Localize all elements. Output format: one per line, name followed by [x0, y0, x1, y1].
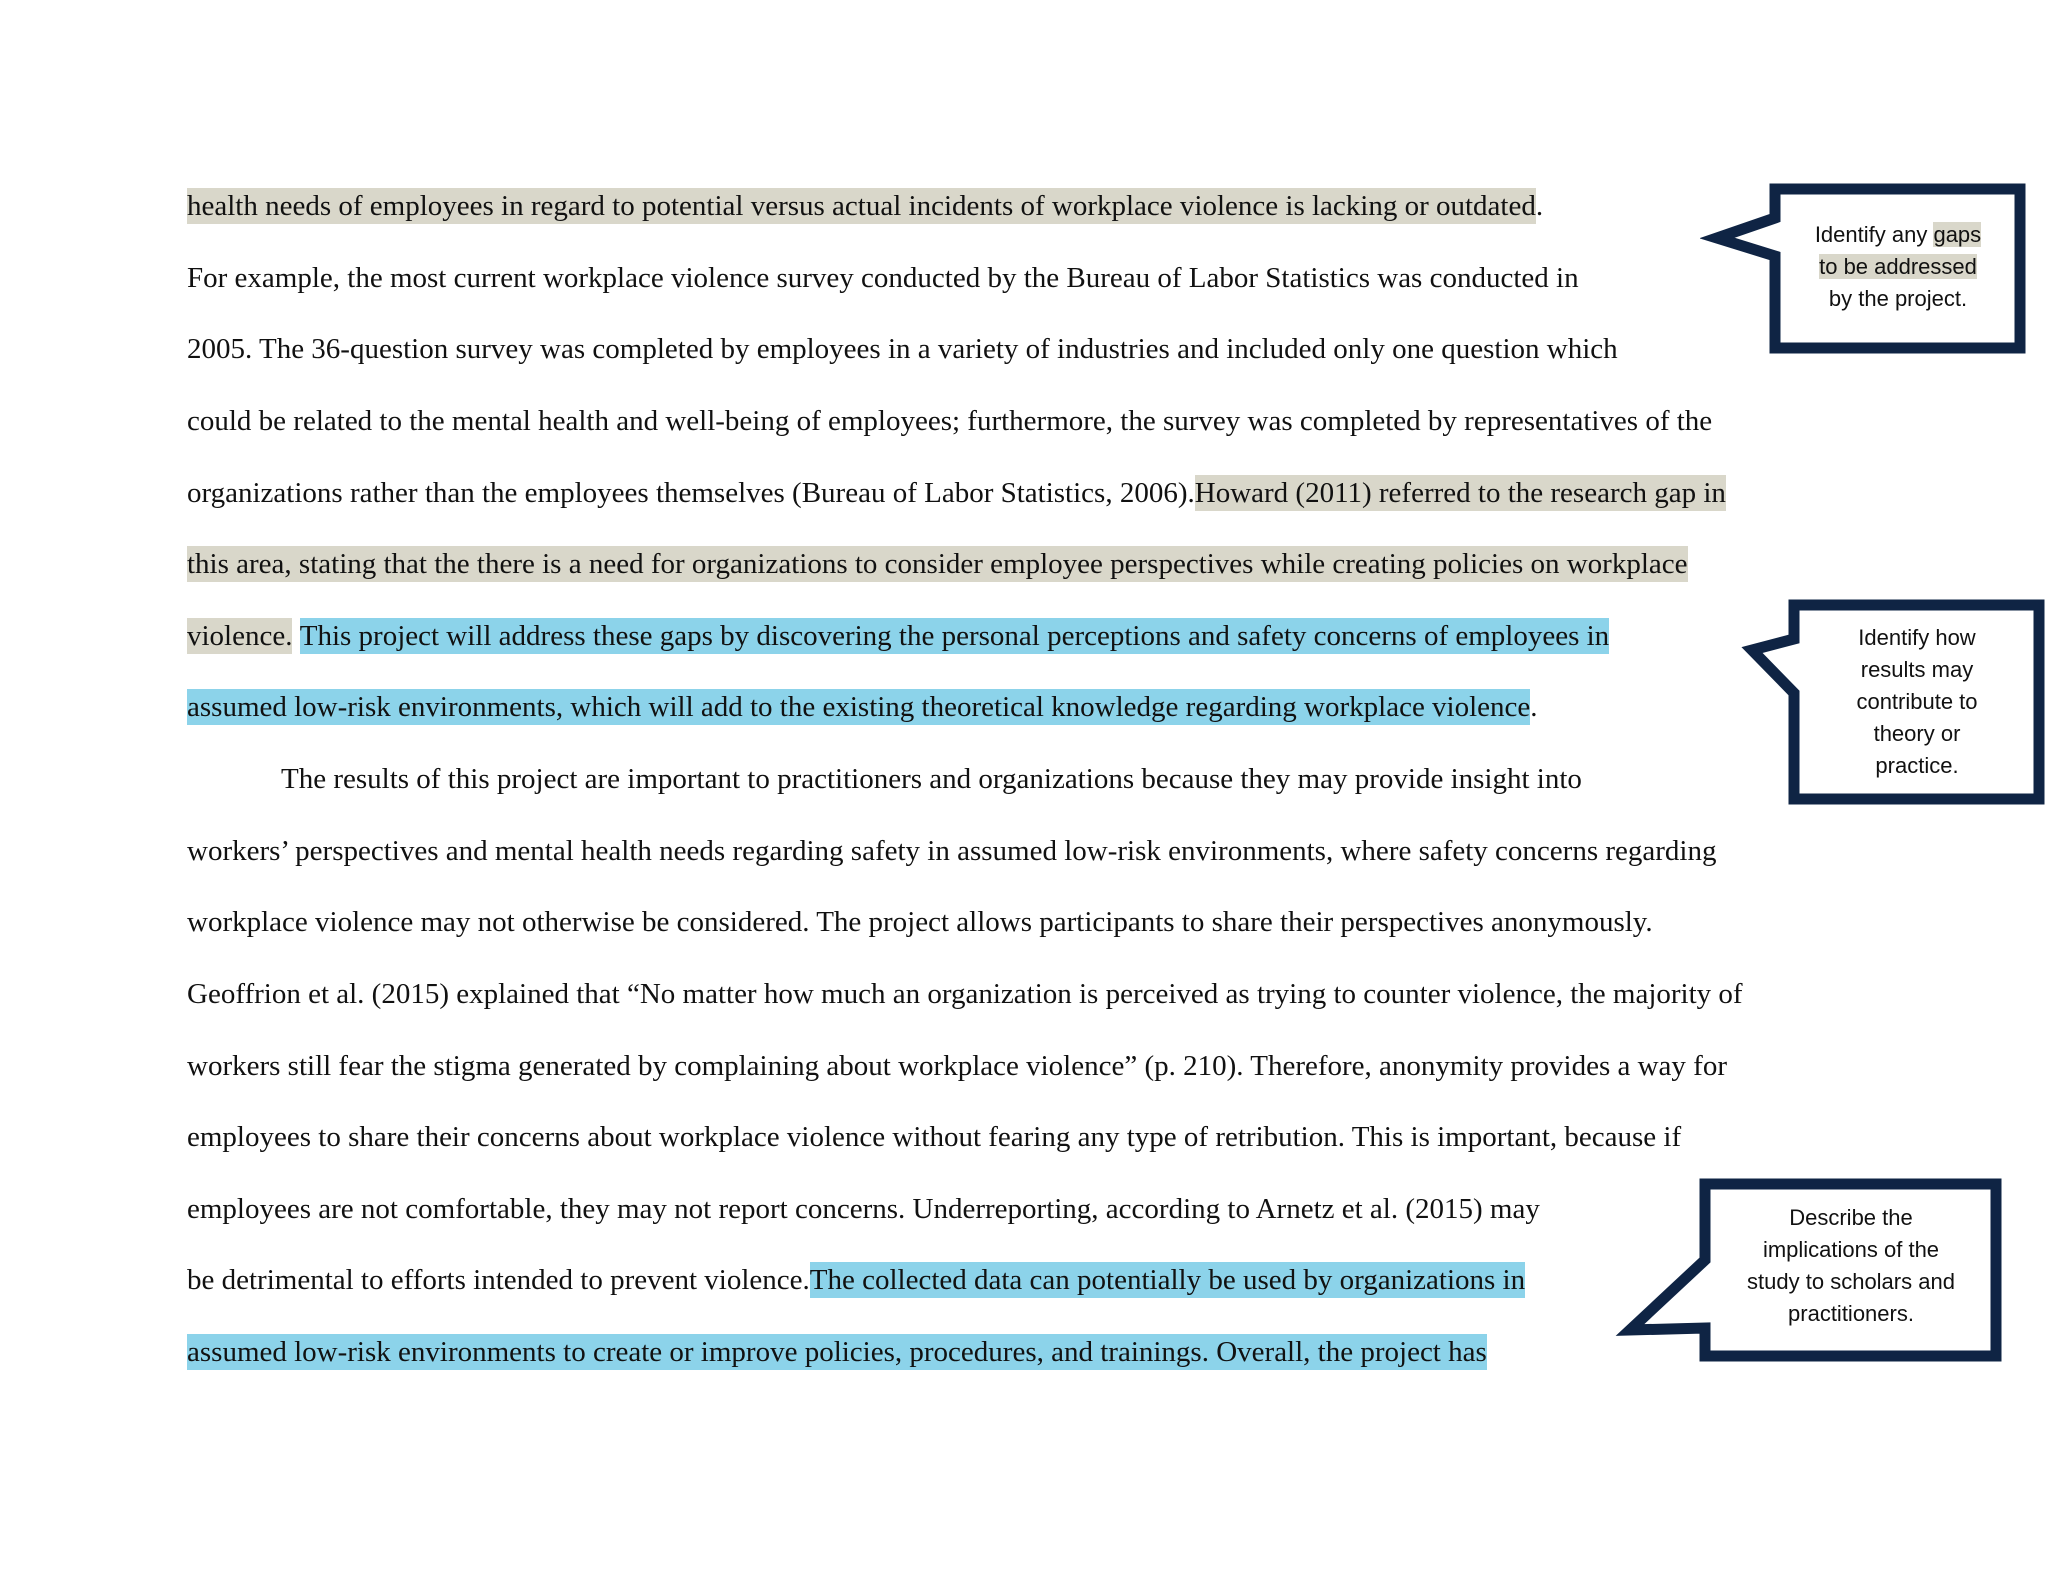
highlight-contribution: The collected data can potentially be used by organizations in [809, 1264, 1526, 1296]
text-run: be detrimental to efforts intended to prevent violence. [187, 1264, 810, 1296]
callout-line [1710, 1298, 1992, 1330]
callout-text [1780, 219, 2016, 315]
callout-gaps [1700, 180, 2030, 355]
text-run: workers still fear the stigma generated by complaining about workplace violence” (p. 210). Therefore, anonymity provides a way for [187, 1050, 1727, 1082]
text-run: The results of this project are important to practitioners and organizations because they may provide insight into [281, 763, 1582, 795]
text-run: practice. [1875, 753, 1959, 778]
text-run: 2005. The 36-question survey was completed by employees in a variety of industries and included only one question which [187, 333, 1618, 365]
body-line [187, 475, 1726, 511]
text-run: Identify any [1814, 222, 1934, 247]
highlight-contribution: assumed low-risk environments to create or improve policies, procedures, and trainings. Overall, the project has [187, 1336, 1487, 1368]
text-run: implications of the [1762, 1237, 1940, 1262]
highlight-gap: Howard (2011) referred to the research gap in [1194, 477, 1726, 509]
callout-line [1799, 718, 2035, 750]
callout-line [1780, 219, 2016, 251]
callout-text [1710, 1202, 1992, 1330]
text-run: practitioners. [1788, 1301, 1914, 1326]
callout-line [1799, 686, 2035, 718]
text-run: workplace violence may not otherwise be considered. The project allows participants to share their perspectives anonymously. [187, 906, 1653, 938]
text-run: . [1535, 190, 1544, 222]
text-run: organizations rather than the employees themselves (Bureau of Labor Statistics, 2006). [187, 477, 1195, 509]
highlight-gap: health needs of employees in regard to potential versus actual incidents of workplace violence is lacking or outdated [187, 190, 1536, 222]
highlight-gap: gaps [1933, 222, 1982, 247]
callout-implications [1600, 1175, 2010, 1365]
highlight-gap: this area, stating that the there is a need for organizations to consider employee perspectives while creating policies on workplace [187, 548, 1688, 580]
body-line [187, 689, 1538, 725]
body-line [187, 618, 1609, 654]
text-run: Identify how [1858, 625, 1976, 650]
text-run: employees are not comfortable, they may not report concerns. Underreporting, according to Arnetz et al. (2015) may [187, 1193, 1540, 1225]
callout-text [1799, 622, 2035, 782]
body-line [187, 546, 1688, 582]
text-run: workers’ perspectives and mental health needs regarding safety in assumed low-risk environments, where safety concerns regarding [187, 835, 1717, 867]
body-line [187, 403, 1712, 439]
callout-line [1799, 622, 2035, 654]
callout-line [1799, 750, 2035, 782]
text-run: theory or [1873, 721, 1961, 746]
body-line [187, 1119, 1681, 1155]
highlight-gap: violence. [187, 620, 293, 652]
body-line [187, 1262, 1525, 1298]
text-run: employees to share their concerns about workplace violence without fearing any type of retribution. This is important, because if [187, 1121, 1682, 1153]
text-run: by the project. [1828, 286, 1968, 311]
body-line [187, 1334, 1487, 1370]
body-line [187, 1191, 1540, 1227]
body-line [187, 1048, 1727, 1084]
body-line [187, 833, 1716, 869]
callout-line [1710, 1234, 1992, 1266]
text-run: could be related to the mental health and well-being of employees; furthermore, the survey was completed by representatives of the [187, 405, 1713, 437]
body-line [187, 331, 1618, 367]
text-run: contribute to [1856, 689, 1978, 714]
body-line [281, 761, 1582, 797]
text-run: study to scholars and [1747, 1269, 1955, 1294]
callout-contribution [1735, 596, 2048, 808]
text-run: For example, the most current workplace violence survey conducted by the Bureau of Labor Statistics was conducted in [187, 262, 1579, 294]
callout-line [1780, 251, 2016, 283]
highlight-gap: to be addressed [1819, 254, 1977, 279]
callout-line [1710, 1266, 1992, 1298]
body-line [187, 260, 1579, 296]
text-run: Describe the [1789, 1205, 1913, 1230]
callout-line [1780, 283, 2016, 315]
callout-line [1799, 654, 2035, 686]
text-run [292, 618, 299, 654]
highlight-contribution: assumed low-risk environments, which will add to the existing theoretical knowledge regarding workplace violence [187, 691, 1531, 723]
body-line [187, 976, 1743, 1012]
text-run: results may [1860, 657, 1974, 682]
callout-line [1710, 1202, 1992, 1234]
body-line [187, 188, 1543, 224]
text-run: . [1530, 691, 1538, 723]
text-run: Geoffrion et al. (2015) explained that “No matter how much an organization is perceived as trying to counter violence, the majority of [187, 978, 1743, 1010]
body-line [187, 904, 1653, 940]
highlight-contribution: This project will address these gaps by discovering the personal perceptions and safety concerns of employees in [299, 620, 1610, 652]
